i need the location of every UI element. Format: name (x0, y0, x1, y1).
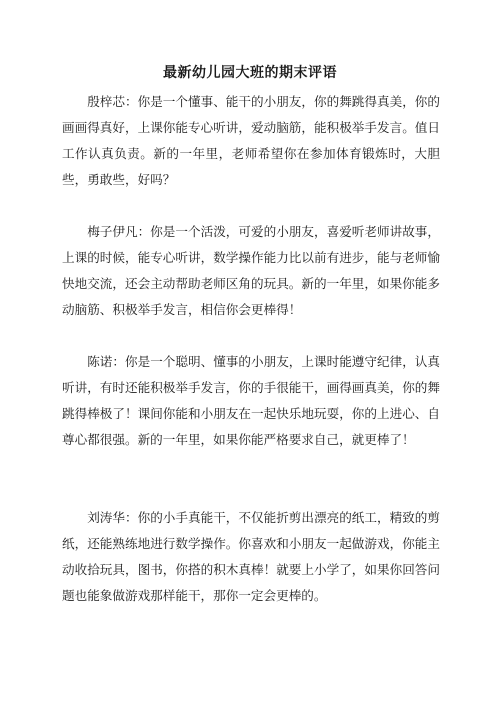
comment-paragraph-3: 陈诺：你是一个聪明、懂事的小朋友，上课时能遵守纪律，认真听讲，有时还能积极举手发言，你的手很能干，画得画真美，你的舞跳得棒极了！课间你能和小朋友在一起快乐地玩耍，你的上进心、自尊心都很强。新的一年里，如果你能严格要求自己，就更棒了！ (62, 354, 440, 447)
comment-paragraph-4: 刘涛华：你的小手真能干，不仅能折剪出漂亮的纸工，精致的剪纸，还能熟练地进行数学操作。你喜欢和小朋友一起做游戏，你能主动收拾玩具，图书，你搭的积木真棒！就要上小学了，如果你回答问题也能象做游戏那样能干，那你一定会更棒的。 (62, 510, 440, 603)
comment-paragraph-1: 殷梓芯：你是一个懂事、能干的小朋友，你的舞跳得真美，你的画画得真好，上课你能专心听讲，爱动脑筋，能积极举手发言。值日工作认真负责。新的一年里，老师希望你在参加体育锻炼时，大胆些，勇敢些，好吗？ (62, 94, 440, 187)
document-title: 最新幼儿园大班的期末评语 (163, 65, 337, 81)
comment-paragraph-2: 梅子伊凡：你是一个活泼，可爱的小朋友，喜爱听老师讲故事，上课的时候，能专心听讲，数学操作能力比以前有进步，能与老师愉快地交流，还会主动帮助老师区角的玩具。新的一年里，如果你能多动脑筋、积极举手发言，相信你会更棒得！ (62, 224, 440, 317)
